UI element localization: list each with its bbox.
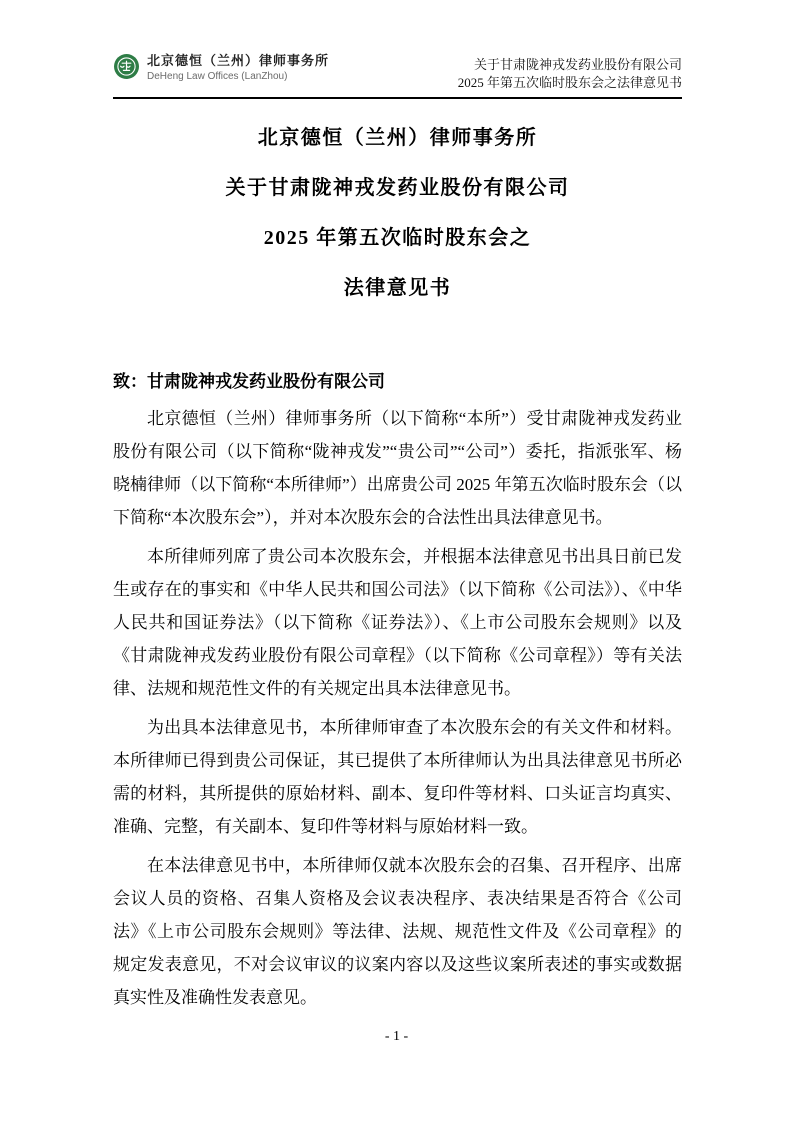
page-number: - 1 -: [384, 1029, 409, 1044]
title-line-1: 北京德恒（兰州）律师事务所: [257, 127, 538, 149]
brand-text: [147, 50, 329, 82]
brand-name-cn: 北京德恒（兰州）律师事务所: [147, 53, 330, 68]
body-paragraph-1: 北京德恒（兰州）律师事务所（以下简称“本所”）受甘肃陇神戎发药业股份有限公司（以下简称“陇神戎发”“贵公司”“公司”）委托，指派张军、杨晓楠律师（以下简称“本所律师”）出席贵公司 2025 年第五次临时股东会（以下简称“本次股东会”），并对本次股东会的合法性出具法律意见书。: [113, 409, 682, 527]
brand-name-en: DeHeng Law Offices (LanZhou): [147, 71, 288, 82]
page-header: [113, 50, 682, 92]
title-line-4: 法律意见书: [343, 277, 452, 299]
body-paragraph-2: 本所律师列席了贵公司本次股东会，并根据本法律意见书出具日前已发生或存在的事实和《中华人民共和国公司法》（以下简称《公司法》）、《中华人民共和国证券法》（以下简称《证券法》）、《上市公司股东会规则》以及《甘肃陇神戎发药业股份有限公司章程》（以下简称《公司章程》）等有关法律、法规和规范性文件的有关规定出具本法律意见书。: [113, 547, 682, 698]
title-line-2: 关于甘肃陇神戎发药业股份有限公司: [225, 177, 570, 199]
header-divider: [113, 97, 682, 99]
document-title: [113, 113, 682, 313]
deheng-logo-icon: [113, 53, 140, 80]
doc-ref-line-2: 2025 年第五次临时股东会之法律意见书: [457, 75, 682, 90]
salutation-line: 致：甘肃陇神戎发药业股份有限公司: [113, 372, 385, 391]
body-paragraph-4: 在本法律意见书中，本所律师仅就本次股东会的召集、召开程序、出席会议人员的资格、召集人资格及会议表决程序、表决结果是否符合《公司法》《上市公司股东会规则》等法律、法规、规范性文件及《公司章程》的规定发表意见，不对会议审议的议案内容以及这些议案所表述的事实或数据真实性及准确性发表意见。: [113, 856, 682, 1007]
document-body: [113, 365, 682, 1020]
document-reference: [458, 50, 682, 92]
doc-ref-line-1: 关于甘肃陇神戎发药业股份有限公司: [473, 57, 682, 72]
law-firm-brand: [113, 50, 329, 82]
title-line-3: 2025 年第五次临时股东会之: [263, 227, 532, 249]
body-paragraph-3: 为出具本法律意见书，本所律师审查了本次股东会的有关文件和材料。本所律师已得到贵公司保证，其已提供了本所律师认为出具法律意见书所必需的材料，其所提供的原始材料、副本、复印件等材料、口头证言均真实、准确、完整，有关副本、复印件等材料与原始材料一致。: [113, 718, 682, 836]
